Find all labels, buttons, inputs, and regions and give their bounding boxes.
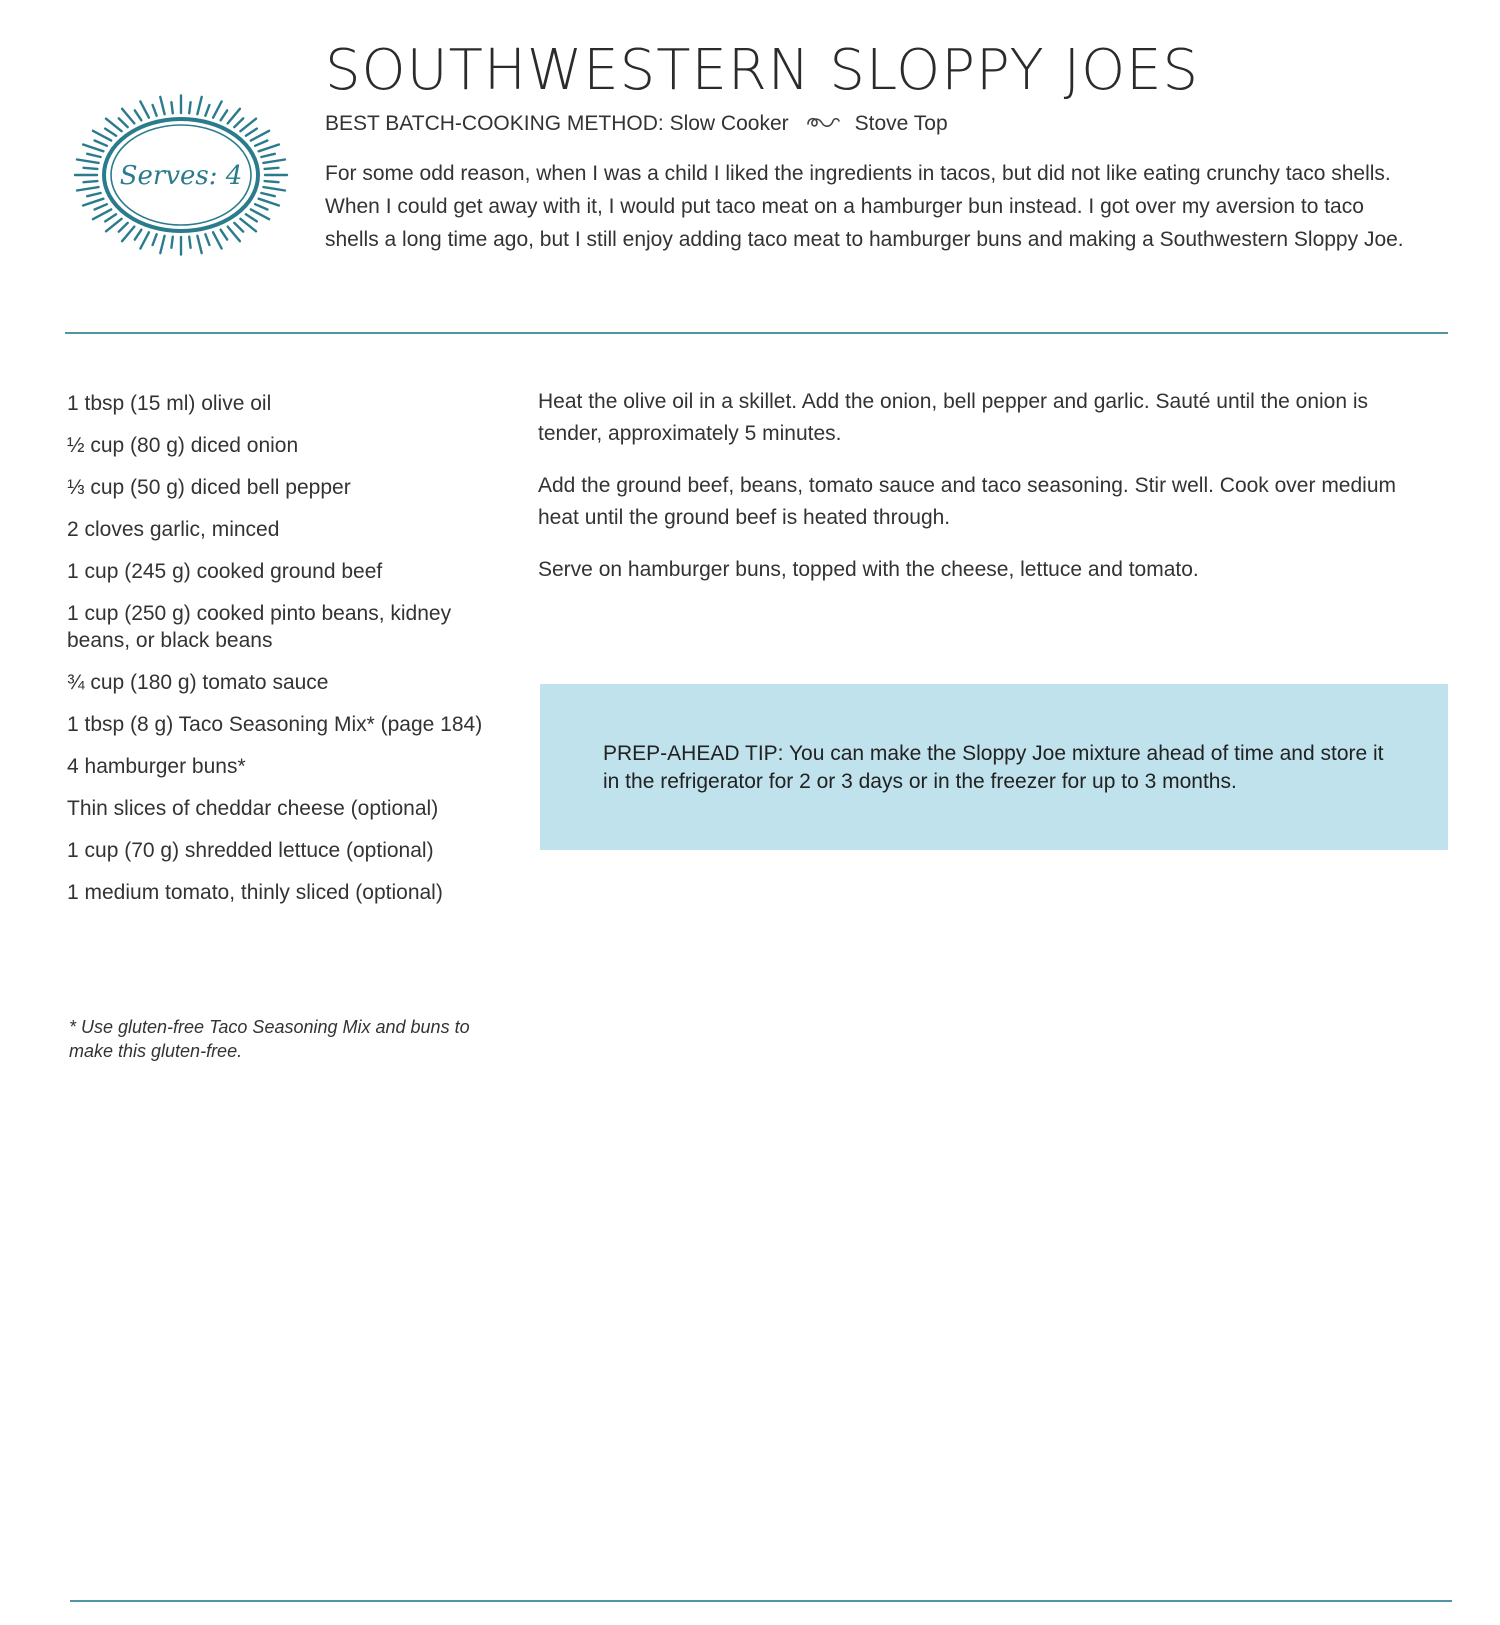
- ingredient-item: 1 cup (245 g) cooked ground beef: [67, 560, 383, 583]
- sunburst-ray: [83, 145, 103, 152]
- sunburst-ray: [234, 223, 243, 232]
- method-alt: Stove Top: [854, 112, 948, 135]
- sunburst-ray: [259, 145, 279, 152]
- recipe-title: SOUTHWESTERN SLOPPY JOES: [325, 38, 1200, 103]
- sunburst-ray: [228, 109, 240, 124]
- sunburst-ray: [140, 232, 149, 248]
- ingredient-item: 1 cup (70 g) shredded lettuce (optional): [67, 839, 434, 862]
- sunburst-ray: [135, 110, 142, 120]
- method-label: BEST BATCH-COOKING METHOD: Slow Cooker: [325, 112, 789, 135]
- prep-ahead-tip: PREP-AHEAD TIP: You can make the Sloppy Joe mixture ahead of time and store it in the refrigerator for 2 or 3 days or in the freezer for up to 3 months.: [603, 742, 1384, 793]
- sunburst-ray: [228, 227, 240, 242]
- sunburst-ray: [122, 109, 134, 124]
- sunburst-ray: [213, 232, 222, 248]
- sunburst-ray: [255, 204, 267, 209]
- sunburst-ray: [246, 129, 257, 136]
- ingredient-item: 1 medium tomato, thinly sliced (optional): [67, 881, 443, 904]
- prep-ahead-tip-box: [540, 684, 1448, 850]
- sunburst-ray: [77, 160, 99, 163]
- sunburst-ray: [255, 141, 267, 146]
- sunburst-ray: [105, 129, 116, 136]
- sunburst-ray: [205, 105, 209, 116]
- sunburst-ray: [87, 154, 100, 157]
- serves-label: Serves: 4: [119, 161, 243, 191]
- ingredient-item: ¾ cup (180 g) tomato sauce: [67, 671, 329, 694]
- sunburst-ray: [135, 230, 142, 240]
- sunburst-ray: [122, 227, 134, 242]
- sunburst-ray: [263, 160, 285, 163]
- ingredient-item: ⅓ cup (50 g) diced bell pepper: [67, 476, 351, 499]
- sunburst-ray: [246, 214, 257, 221]
- direction-step: Serve on hamburger buns, topped with the cheese, lettuce and tomato.: [538, 558, 1199, 581]
- sunburst-ray: [189, 102, 190, 113]
- sunburst-ray: [251, 131, 269, 141]
- sunburst-ray: [265, 181, 279, 182]
- top-divider: [65, 332, 1448, 334]
- ingredient-item: 1 tbsp (15 ml) olive oil: [67, 392, 272, 415]
- ingredient-item: 1 tbsp (8 g) Taco Seasoning Mix* (page 184): [67, 713, 483, 736]
- sunburst-ray: [93, 209, 111, 219]
- bottom-divider: [70, 1600, 1452, 1602]
- sunburst-ray: [84, 181, 98, 182]
- sunburst-ray: [105, 214, 116, 221]
- sunburst-ray: [265, 168, 279, 169]
- sunburst-ray: [234, 118, 243, 127]
- sunburst-ray: [160, 97, 164, 114]
- sunburst-ray: [189, 237, 190, 248]
- sunburst-ray: [171, 102, 172, 113]
- serves-badge: [62, 78, 300, 273]
- ingredient-item: ½ cup (80 g) diced onion: [67, 434, 299, 457]
- sunburst-ray: [119, 223, 128, 232]
- direction-step: Add the ground beef, beans, tomato sauce and taco seasoning. Stir well. Cook over medium heat until the ground beef is heated through.: [538, 474, 1397, 529]
- directions: [538, 386, 1438, 606]
- sunburst-ray: [221, 230, 228, 240]
- sunburst-ray: [95, 141, 107, 146]
- recipe-intro: For some odd reason, when I was a child I liked the ingredients in tacos, but did not like eating crunchy taco shells. When I could get away with it, I would put taco meat on a hamburger bun instead. I got over my aversion to taco shells a long time ago, but I still enjoy adding taco meat to hamburger buns and making a Southwestern Sloppy Joe.: [325, 162, 1404, 251]
- sunburst-ray: [171, 237, 172, 248]
- sunburst-ray: [87, 193, 100, 196]
- sunburst-ray: [263, 187, 285, 190]
- sunburst-ray: [119, 118, 128, 127]
- sunburst-ray: [93, 131, 111, 141]
- sunburst-ray: [197, 236, 201, 253]
- sunburst-ray: [251, 209, 269, 219]
- ingredient-item: 4 hamburger buns*: [67, 755, 246, 778]
- sunburst-ray: [83, 199, 103, 206]
- sunburst-ray: [259, 199, 279, 206]
- ingredient-item: 1 cup (250 g) cooked pinto beans, kidney beans, or black beans: [67, 602, 452, 652]
- sunburst-ray: [95, 204, 107, 209]
- sunburst-ray: [153, 105, 157, 116]
- ingredient-list: [67, 390, 517, 921]
- direction-step: Heat the olive oil in a skillet. Add the onion, bell pepper and garlic. Sauté until the onion is tender, approximately 5 minutes.: [538, 390, 1369, 445]
- sunburst-ray: [261, 193, 274, 196]
- swirl-ornament-icon: [805, 113, 841, 136]
- sunburst-ray: [84, 168, 98, 169]
- sunburst-ray: [153, 234, 157, 245]
- sunburst-ray: [205, 234, 209, 245]
- sunburst-ray: [213, 102, 222, 118]
- ingredient-item: Thin slices of cheddar cheese (optional): [67, 797, 439, 820]
- sunburst-ray: [197, 97, 201, 114]
- ingredient-item: 2 cloves garlic, minced: [67, 518, 280, 541]
- gluten-free-footnote: * Use gluten-free Taco Seasoning Mix and buns to make this gluten-free.: [69, 1017, 470, 1061]
- sunburst-ray: [261, 154, 274, 157]
- sunburst-ray: [77, 187, 99, 190]
- batch-cooking-method: [325, 112, 948, 136]
- sunburst-ray: [221, 110, 228, 120]
- sunburst-ray: [140, 102, 149, 118]
- sunburst-ray: [160, 236, 164, 253]
